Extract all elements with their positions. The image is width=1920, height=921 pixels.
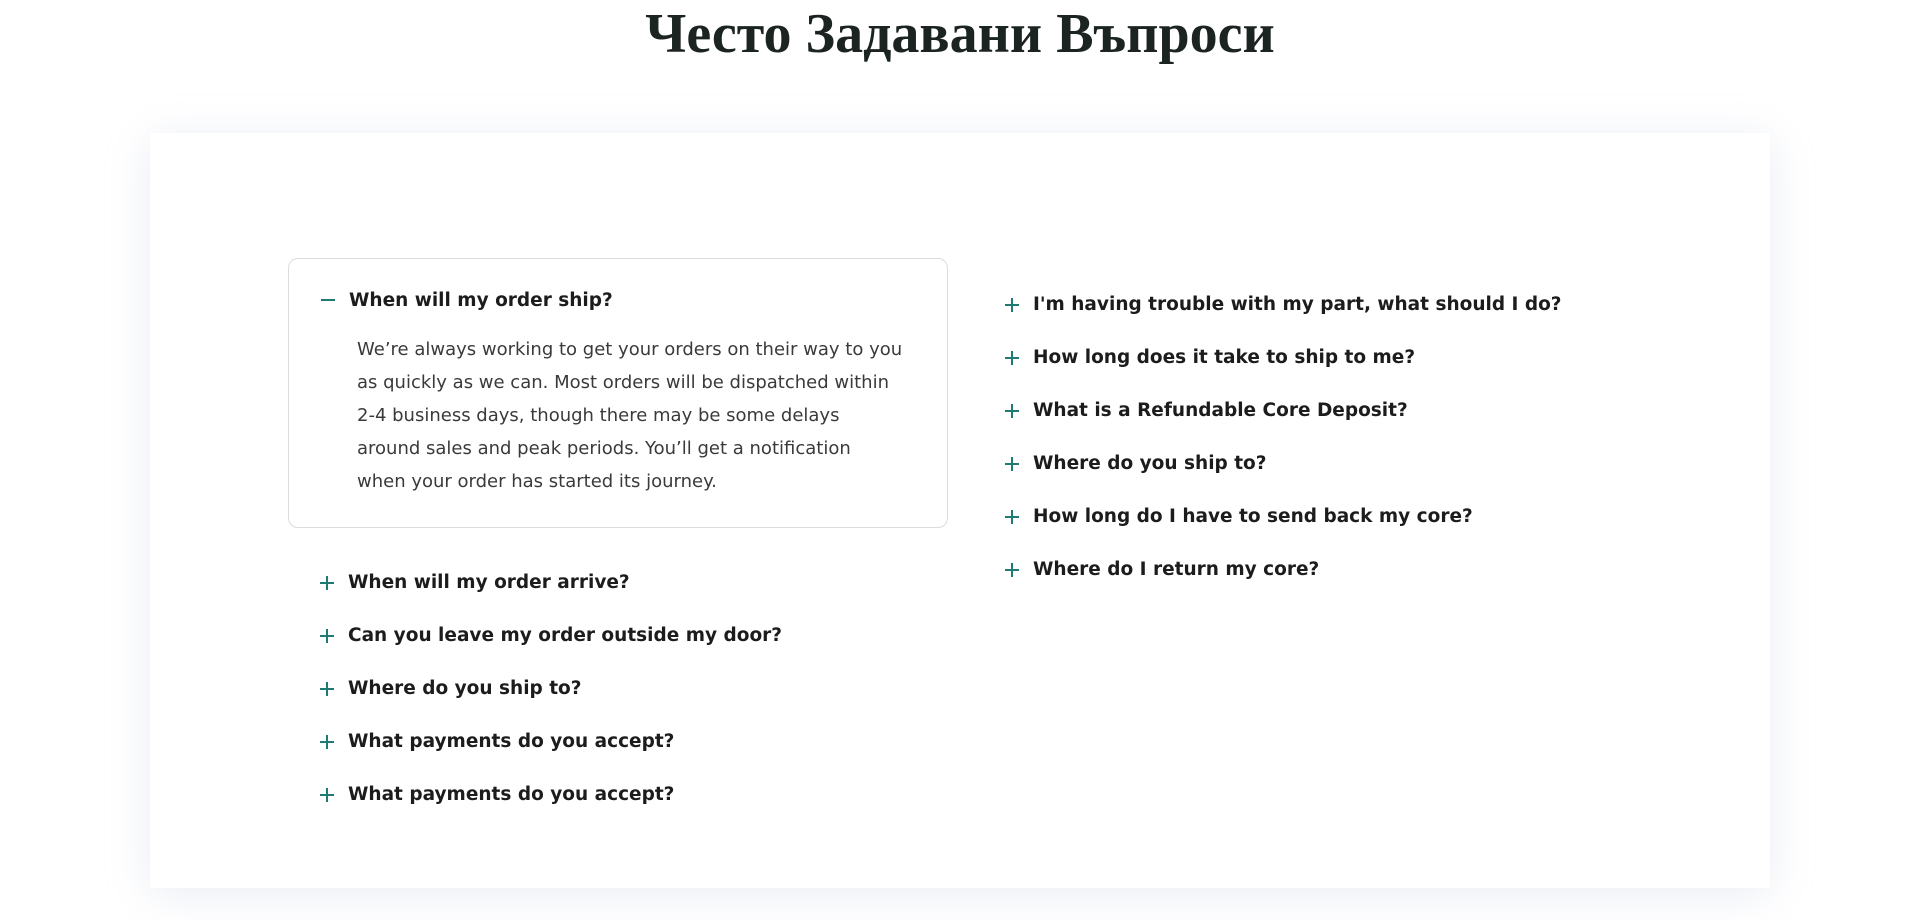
faq-question: Where do you ship to? xyxy=(348,678,582,699)
plus-icon xyxy=(1005,404,1019,418)
faq-item[interactable] xyxy=(973,331,1673,384)
faq-question-toggle[interactable] xyxy=(321,285,915,315)
faq-question: Where do I return my core? xyxy=(1033,559,1320,580)
plus-icon xyxy=(1005,351,1019,365)
faq-item[interactable] xyxy=(288,609,948,662)
faq-item[interactable] xyxy=(973,278,1673,331)
plus-icon xyxy=(1005,563,1019,577)
faq-question: When will my order arrive? xyxy=(348,572,630,593)
page-title: Често Задавани Въпроси xyxy=(645,3,1275,65)
faq-list-left xyxy=(288,556,948,821)
minus-icon xyxy=(321,293,335,307)
faq-item[interactable] xyxy=(288,768,948,821)
faq-item[interactable] xyxy=(973,543,1673,596)
faq-question: I'm having trouble with my part, what should I do? xyxy=(1033,294,1562,315)
faq-item[interactable] xyxy=(288,715,948,768)
faq-answer: We’re always working to get your orders on their way to you as quickly as we can. Most orders will be dispatched within 2-4 business days, though there may be some delays around sales and peak periods. You’ll get a notification when your order has started its journey. xyxy=(357,339,903,492)
faq-question: What payments do you accept? xyxy=(348,731,675,752)
faq-question: What payments do you accept? xyxy=(348,784,675,805)
plus-icon xyxy=(320,576,334,590)
faq-item-expanded xyxy=(288,258,948,528)
faq-item[interactable] xyxy=(973,384,1673,437)
faq-item[interactable] xyxy=(973,490,1673,543)
plus-icon xyxy=(320,682,334,696)
faq-question: When will my order ship? xyxy=(349,289,613,311)
plus-icon xyxy=(1005,510,1019,524)
plus-icon xyxy=(1005,298,1019,312)
faq-question: How long do I have to send back my core? xyxy=(1033,506,1473,527)
faq-question: Where do you ship to? xyxy=(1033,453,1267,474)
plus-icon xyxy=(1005,457,1019,471)
faq-question: Can you leave my order outside my door? xyxy=(348,625,783,646)
faq-panel xyxy=(150,133,1770,888)
faq-column-left xyxy=(288,258,948,821)
plus-icon xyxy=(320,629,334,643)
plus-icon xyxy=(320,788,334,802)
faq-item[interactable] xyxy=(288,556,948,609)
faq-item[interactable] xyxy=(288,662,948,715)
faq-question: How long does it take to ship to me? xyxy=(1033,347,1416,368)
faq-question: What is a Refundable Core Deposit? xyxy=(1033,400,1408,421)
faq-item[interactable] xyxy=(973,437,1673,490)
faq-column-right xyxy=(973,278,1673,596)
plus-icon xyxy=(320,735,334,749)
